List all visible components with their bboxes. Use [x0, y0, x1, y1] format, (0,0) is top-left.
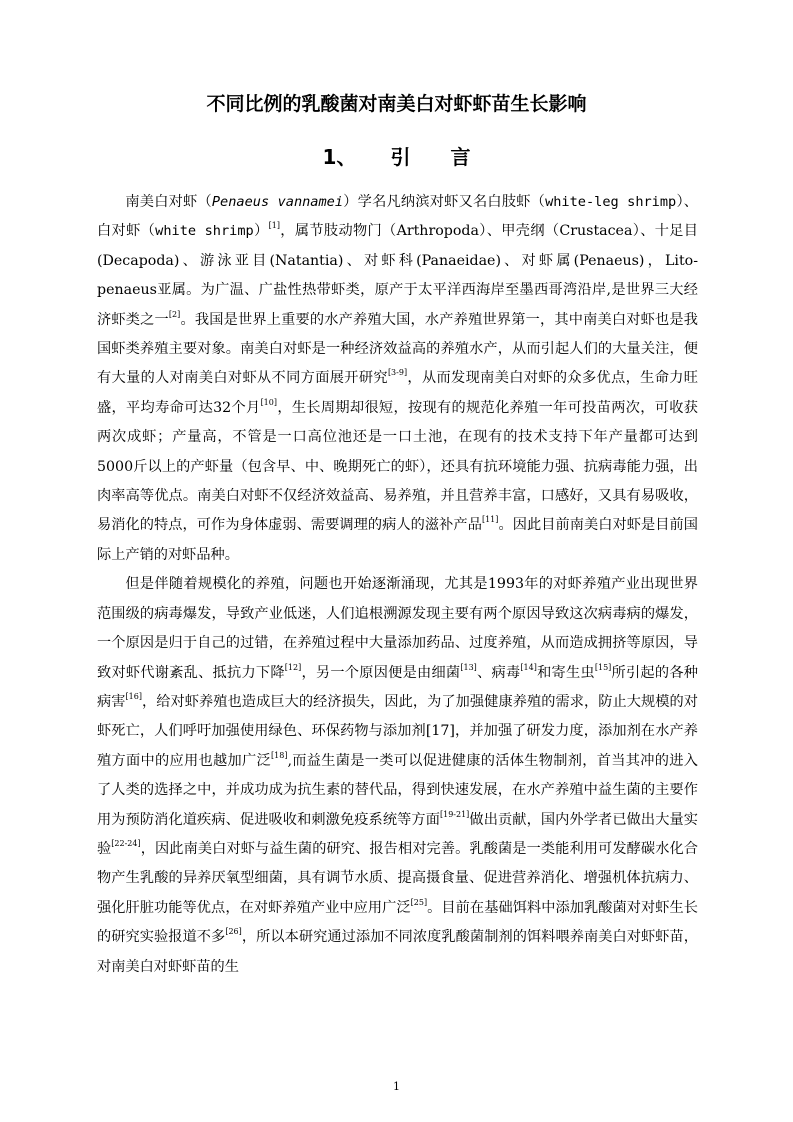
- citation-ref: [14]: [520, 662, 537, 672]
- page-number: 1: [393, 1080, 400, 1093]
- citation-ref: [11]: [481, 515, 499, 525]
- text-run: 但是伴随着规模化的养殖，问题也开始逐渐涌现，尤其是1993年的对虾养殖产业出现世界范围级的病毒爆发，导致产业低迷，人们追根溯源发现主要有两个原因导致这次病毒病的爆发，一个原因是归于自己的过错，在养殖过程中大量添加药品、过度养殖，从而造成拥挤等原因，导致对虾代谢紊乱、抵抗力下降: [97, 576, 698, 681]
- text-run: ，生长周期却很短，按现有的规范化养殖一年可投苗两次，可收获两次成虾；产量高，不管是一口高位池还是一口土池，在现有的技术支持下年产量都可达到5000斤以上的产虾量（包含早、中、晚期死亡的虾），还具有抗环境能力强、抗病毒能力强，出肉率高等优点。南美白对虾不仅经济效益高、易养殖，并且营养丰富，口感好，又具有易吸收，易消化的特点，可作为身体虚弱、需要调理的病人的滋补产品: [97, 399, 698, 534]
- text-run: 南美白对虾（: [125, 194, 212, 210]
- text-run: 和寄生虫: [536, 664, 595, 681]
- text-run: ，所以本研究通过添加不同浓度乳酸菌制剂的饵料喂养南美白对虾虾苗，对南美白对虾虾苗的生: [97, 929, 698, 975]
- text-run: 所引起的各种病害: [97, 664, 698, 710]
- species-name: Penaeus vannamei: [211, 194, 344, 210]
- text-run: ,而益生菌是一类可以促进健康的活体生物制剂，首当其冲的进入了人类的选择之中，并成功成为抗生素的替代品，得到快速发展，在水产养殖中益生菌的主要作用为预防消化道疾病、促进吸收和刺激免疫系统等方面: [97, 752, 698, 828]
- section-heading: [0, 144, 793, 170]
- text-run: ，另一个原因便是由细菌: [301, 664, 461, 681]
- text-run: ，因此南美白对虾与益生菌的研究、报告相对完善。乳酸菌是一类能利用可发酵碳水化合物产生乳酸的异养厌氧型细菌，具有调节水质、提高摄食量、促进营养消化、增强机体抗病力、强化肝脏功能等优点，在对虾养殖产业中应用广泛: [97, 840, 698, 916]
- citation-ref: [19-21]: [440, 809, 470, 819]
- text-run: ）: [253, 223, 269, 240]
- citation-ref: [25]: [410, 897, 428, 907]
- citation-ref: [13]: [460, 662, 477, 672]
- citation-ref: [15]: [594, 662, 612, 672]
- citation-ref: [1]: [268, 221, 280, 231]
- text-run: 做出贡献，国内外学者已做出大量实验: [97, 811, 698, 857]
- citation-ref: [18]: [271, 750, 288, 760]
- section-number: 1、: [322, 145, 357, 169]
- body-text: [97, 188, 698, 982]
- section-title-char-1: 引: [390, 145, 411, 169]
- citation-ref: [12]: [284, 662, 302, 672]
- text-run: ，给对虾养殖也造成巨大的经济损失，因此，为了加强健康养殖的需求，防止大规模的对虾死亡，人们呼吁加强使用绿色、环保药物与添加剂[17]，并加强了研发力度，添加剂在水产养殖方面中的应用也越加广泛: [97, 693, 698, 769]
- text-run: 。我国是世界上重要的水产养殖大国，水产养殖世界第一，其中南美白对虾也是我国虾类养殖主要对象。南美白对虾是一种经济效益高的养殖水产，从而引起人们的大量关注，便有大量的人对南美白对虾从不同方面展开研究: [97, 311, 698, 387]
- citation-ref: [2]: [168, 309, 181, 319]
- citation-ref: [22-24]: [111, 839, 141, 849]
- latin-term: white-leg shrimp: [545, 194, 677, 210]
- section-title-char-2: 言: [450, 145, 471, 169]
- paragraph-2: [97, 570, 698, 982]
- citation-ref: [10]: [260, 398, 277, 408]
- text-run: 。目前在基础饵料中添加乳酸菌对对虾生长的研究实验报道不多: [97, 899, 698, 946]
- citation-ref: [16]: [125, 692, 142, 702]
- citation-ref: [26]: [225, 927, 242, 937]
- text-run: ，从而发现南美白对虾的众多优点，生命力旺盛，平均寿命可达32个月: [97, 370, 698, 416]
- text-run: 、病毒: [476, 664, 521, 681]
- latin-term: white shrimp: [155, 223, 254, 240]
- text-run: ，属节肢动物门（Arthropoda）、甲壳纲（Crustacea）、十足目(Decapoda)、游泳亚目(Natantia)、对虾科(Panaeidae)、对虾属(Penaeus)，Lito-penaeus亚属。为广温、广盐性热带虾类，原产于太平洋西海岸至墨西哥湾沿岸,是世界三大经济虾类之一: [97, 223, 698, 328]
- paragraph-1: [97, 188, 698, 570]
- text-run: ）、白对虾（: [97, 194, 698, 240]
- text-run: ）学名凡纳滨对虾又名白肢虾（: [343, 194, 546, 210]
- citation-ref: [3-9]: [387, 368, 408, 378]
- document-title: 不同比例的乳酸菌对南美白对虾虾苗生长影响: [206, 93, 587, 115]
- text-run: 。因此目前南美白对虾是目前国际上产销的对虾品种。: [97, 517, 698, 563]
